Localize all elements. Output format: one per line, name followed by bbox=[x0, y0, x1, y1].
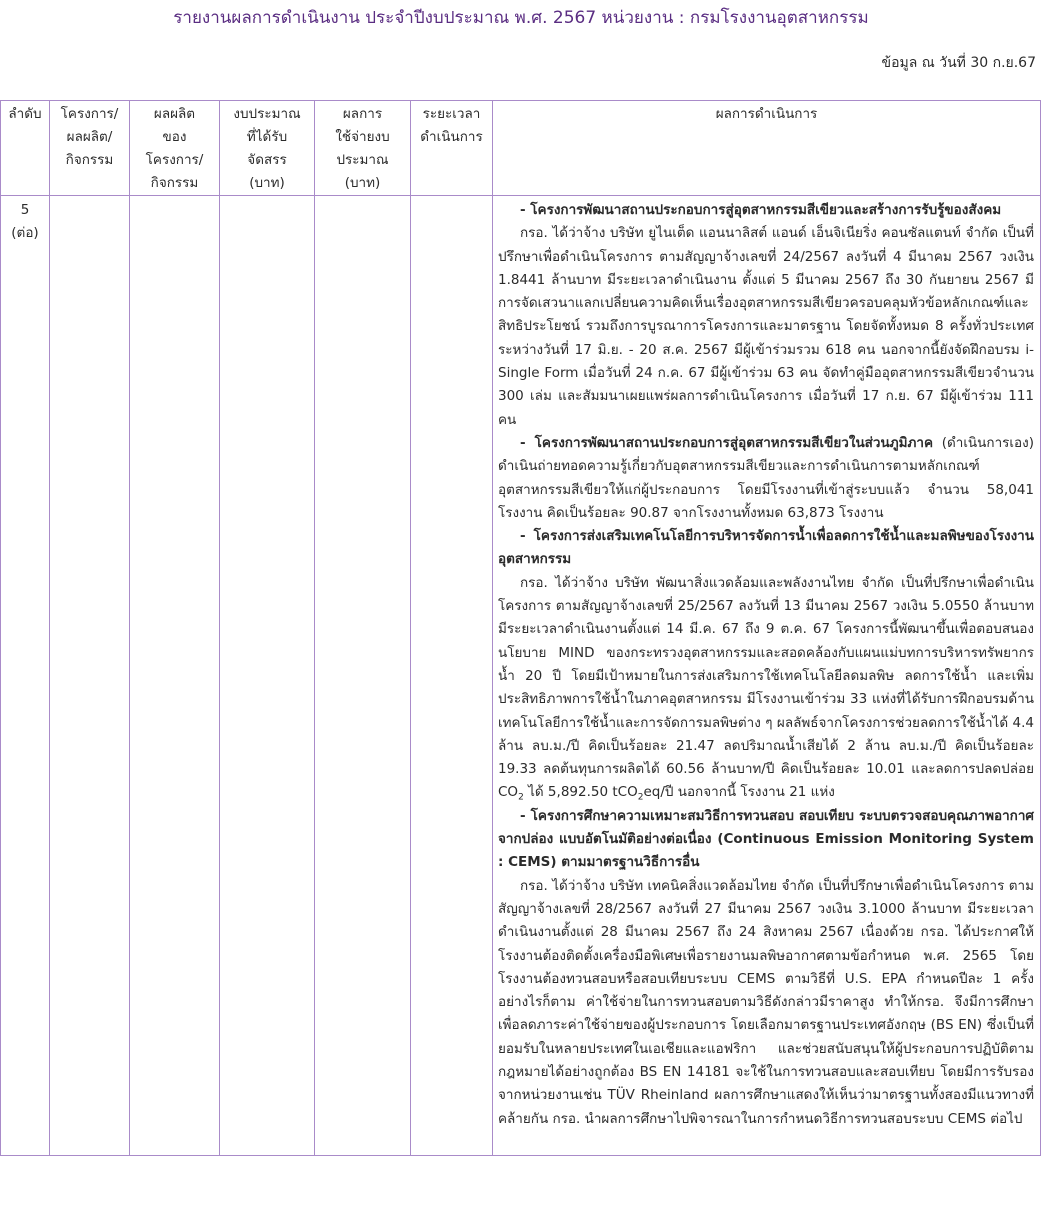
table-row bbox=[1, 196, 1041, 1156]
header-seq: ลำดับ bbox=[1, 101, 50, 196]
data-as-of-date: ข้อมูล ณ วันที่ 30 ก.ย.67 bbox=[881, 55, 1036, 71]
header-budget: งบประมาณ ที่ได้รับ จัดสรร (บาท) bbox=[220, 101, 315, 196]
table-header-row bbox=[1, 101, 1041, 196]
project-detail-water: กรอ. ได้ว่าจ้าง บริษัท พัฒนาสิ่งแวดล้อมและพลังงานไทย จำกัด เป็นที่ปรึกษาเพื่อดำเนินโครงการ ตามสัญญาจ้างเลขที่ 25/2567 ลงวันที่ 13 มีนาคม 2567 วงเงิน 5.0550 ล้านบาท มีระยะเวลาดำเนินงานตั้งแต่ 14 มี.ค. 67 ถึง 9 ต.ค. 67 โครงการนี้พัฒนาขึ้นเพื่อตอบสนองนโยบาย MIND ของกระทรวงอุตสาหกรรมและสอดคล้องกับแผนแม่บทการบริหารทรัพยากรน้ำ 20 ปี โดยมีเป้าหมายในการส่งเสริมการใช้เทคโนโลยีลดมลพิษ ลดการใช้น้ำ และเพิ่มประสิทธิภาพการใช้น้ำในภาคอุตสาหกรรม มีโรงงานเข้าร่วม 33 แห่งที่ได้รับการฝึกอบรมด้านเทคโนโลยีการใช้น้ำและการจัดการมลพิษต่าง ๆ ผลลัพธ์จากโครงการช่วยลดการใช้น้ำได้ 4.4 ล้าน ลบ.ม./ปี คิดเป็นร้อยละ 21.47 ลดปริมาณน้ำเสียได้ 2 ล้าน ลบ.ม./ปี คิดเป็นร้อยละ 19.33 ลดต้นทุนการผลิตได้ 60.56 ล้านบาท/ปี คิดเป็นร้อยละ 10.01 และลดการปลดปล่อย $CO_2$ ได้ 5,892.50 tCO$_2$eq/ปี นอกจากนี้ โรงงาน 21 แห่ง bbox=[498, 574, 1034, 804]
project-detail-regional: (ดำเนินการเอง) ดำเนินถ่ายทอดความรู้เกี่ยวกับอุตสาหกรรมสีเขียวและการดำเนินการตามหลักเกณฑ์อุตสาหกรรมสีเขียวให้แก่ผู้ประกอบการ โดยมีโรงงานที่เข้าสู่ระบบแล้ว จำนวน 58,041 โรงงาน คิดเป็นร้อยละ 90.87 จากโรงงานทั้งหมด 63,873 โรงงาน bbox=[498, 434, 1034, 521]
cell-budget bbox=[220, 196, 315, 1156]
report-table bbox=[0, 100, 1041, 1156]
project-heading-cems: - โครงการศึกษาความเหมาะสมวิธีการทวนสอบ สอบเทียบ ระบบตรวจสอบคุณภาพอากาศจากปล่อง แบบอัตโนมัติอย่างต่อเนื่อง (Continuous Emission Monitoring System : CEMS) ตามมาตรฐานวิธีการอื่น bbox=[498, 807, 1034, 871]
cell-project bbox=[50, 196, 130, 1156]
header-output: ผลผลิต ของ โครงการ/ กิจกรรม bbox=[130, 101, 220, 196]
header-spent: ผลการ ใช้จ่ายงบ ประมาณ (บาท) bbox=[315, 101, 411, 196]
project-detail-green-industry: กรอ. ได้ว่าจ้าง บริษัท ยูไนเต็ด แอนนาลิสต์ แอนด์ เอ็นจิเนียริ่ง คอนซัลแตนท์ จำกัด เป็นที่ปรึกษาเพื่อดำเนินโครงการ ตามสัญญาจ้างเลขที่ 24/2567 ลงวันที่ 4 มีนาคม 2567 วงเงิน 1.8441 ล้านบาท มีระยะเวลาดำเนินงาน ตั้งแต่ 5 มีนาคม 2567 ถึง 30 กันยายน 2567 มีการจัดเสวนาแลกเปลี่ยนความคิดเห็นเรื่องอุตสาหกรรมสีเขียวครอบคลุมหัวข้อหลักเกณฑ์และสิทธิประโยชน์ รวมถึงการบูรณาการโครงการและมาตรฐาน โดยจัดทั้งหมด 8 ครั้งทั่วประเทศ ระหว่างวันที่ 17 มิ.ย. - 20 ส.ค. 2567 มีผู้เข้าร่วมรวม 618 คน นอกจากนี้ยังจัดฝึกอบรม i-Single Form เมื่อวันที่ 24 ก.ค. 67 มีผู้เข้าร่วม 63 คน จัดทำคู่มืออุตสาหกรรมสีเขียวจำนวน 300 เล่ม และสัมมนาเผยแพร่ผลการดำเนินโครงการ เมื่อวันที่ 17 ก.ย. 67 มีผู้เข้าร่วม 111 คน bbox=[498, 225, 1034, 428]
header-results: ผลการดำเนินการ bbox=[493, 101, 1041, 196]
cell-output bbox=[130, 196, 220, 1156]
project-detail-cems: กรอ. ได้ว่าจ้าง บริษัท เทคนิคสิ่งแวดล้อมไทย จำกัด เป็นที่ปรึกษาเพื่อดำเนินโครงการ ตามสัญญาจ้างเลขที่ 28/2567 ลงวันที่ 27 มีนาคม 2567 วงเงิน 3.1000 ล้านบาท มีระยะเวลาดำเนินงานตั้งแต่ 28 มีนาคม 2567 ถึง 24 สิงหาคม 2567 เนื่องด้วย กรอ. ได้ประกาศให้โรงงานต้องติดตั้งเครื่องมือพิเศษเพื่อรายงานมลพิษอากาศตามข้อกำหนด พ.ศ. 2565 โดยโรงงานต้องทวนสอบหรือสอบเทียบระบบ CEMS ตามวิธีที่ U.S. EPA กำหนดปีละ 1 ครั้ง อย่างไรก็ตาม ค่าใช้จ่ายในการทวนสอบตามวิธีดังกล่าวมีราคาสูง ทำให้กรอ. จึงมีการศึกษาเพื่อลดภาระค่าใช้จ่ายของผู้ประกอบการ โดยเลือกมาตรฐานประเทศอังกฤษ (BS EN) ซึ่งเป็นที่ยอมรับในหลายประเทศในเอเชียและแอฟริกา และช่วยสนับสนุนให้ผู้ประกอบการปฏิบัติตามกฎหมายได้อย่างถูกต้อง BS EN 14181 จะใช้ในการทวนสอบและสอบเทียบ โดยมีการรับรองจากหน่วยงานเช่น TÜV Rheinland ผลการศึกษาแสดงให้เห็นว่ามาตรฐานทั้งสองมีแนวทางที่คล้ายกัน กรอ. นำผลการศึกษาไปพิจารณาในการกำหนดวิธีการทวนสอบระบบ CEMS ต่อไป bbox=[498, 877, 1034, 1127]
report-title: รายงานผลการดำเนินงาน ประจำปีงบประมาณ พ.ศ. 2567 หน่วยงาน : กรมโรงงานอุตสาหกรรม bbox=[173, 8, 869, 28]
header-project: โครงการ/ ผลผลิต/ กิจกรรม bbox=[50, 101, 130, 196]
project-heading-regional: - โครงการพัฒนาสถานประกอบการสู่อุตสาหกรรมสีเขียวในส่วนภูมิภาค bbox=[520, 434, 934, 451]
project-regional-paragraph bbox=[498, 432, 1034, 525]
cell-results bbox=[493, 196, 1041, 1156]
project-heading-water: - โครงการส่งเสริมเทคโนโลยีการบริหารจัดการน้ำเพื่อลดการใช้น้ำและมลพิษของโรงงานอุตสาหกรรม bbox=[498, 528, 1034, 568]
cell-spent bbox=[315, 196, 411, 1156]
cell-seq: 5 (ต่อ) bbox=[1, 196, 50, 1156]
cell-period bbox=[411, 196, 493, 1156]
header-period: ระยะเวลา ดำเนินการ bbox=[411, 101, 493, 196]
project-heading-green-industry: - โครงการพัฒนาสถานประกอบการสู่อุตสาหกรรมสีเขียวและสร้างการรับรู้ของสังคม bbox=[520, 202, 1002, 218]
